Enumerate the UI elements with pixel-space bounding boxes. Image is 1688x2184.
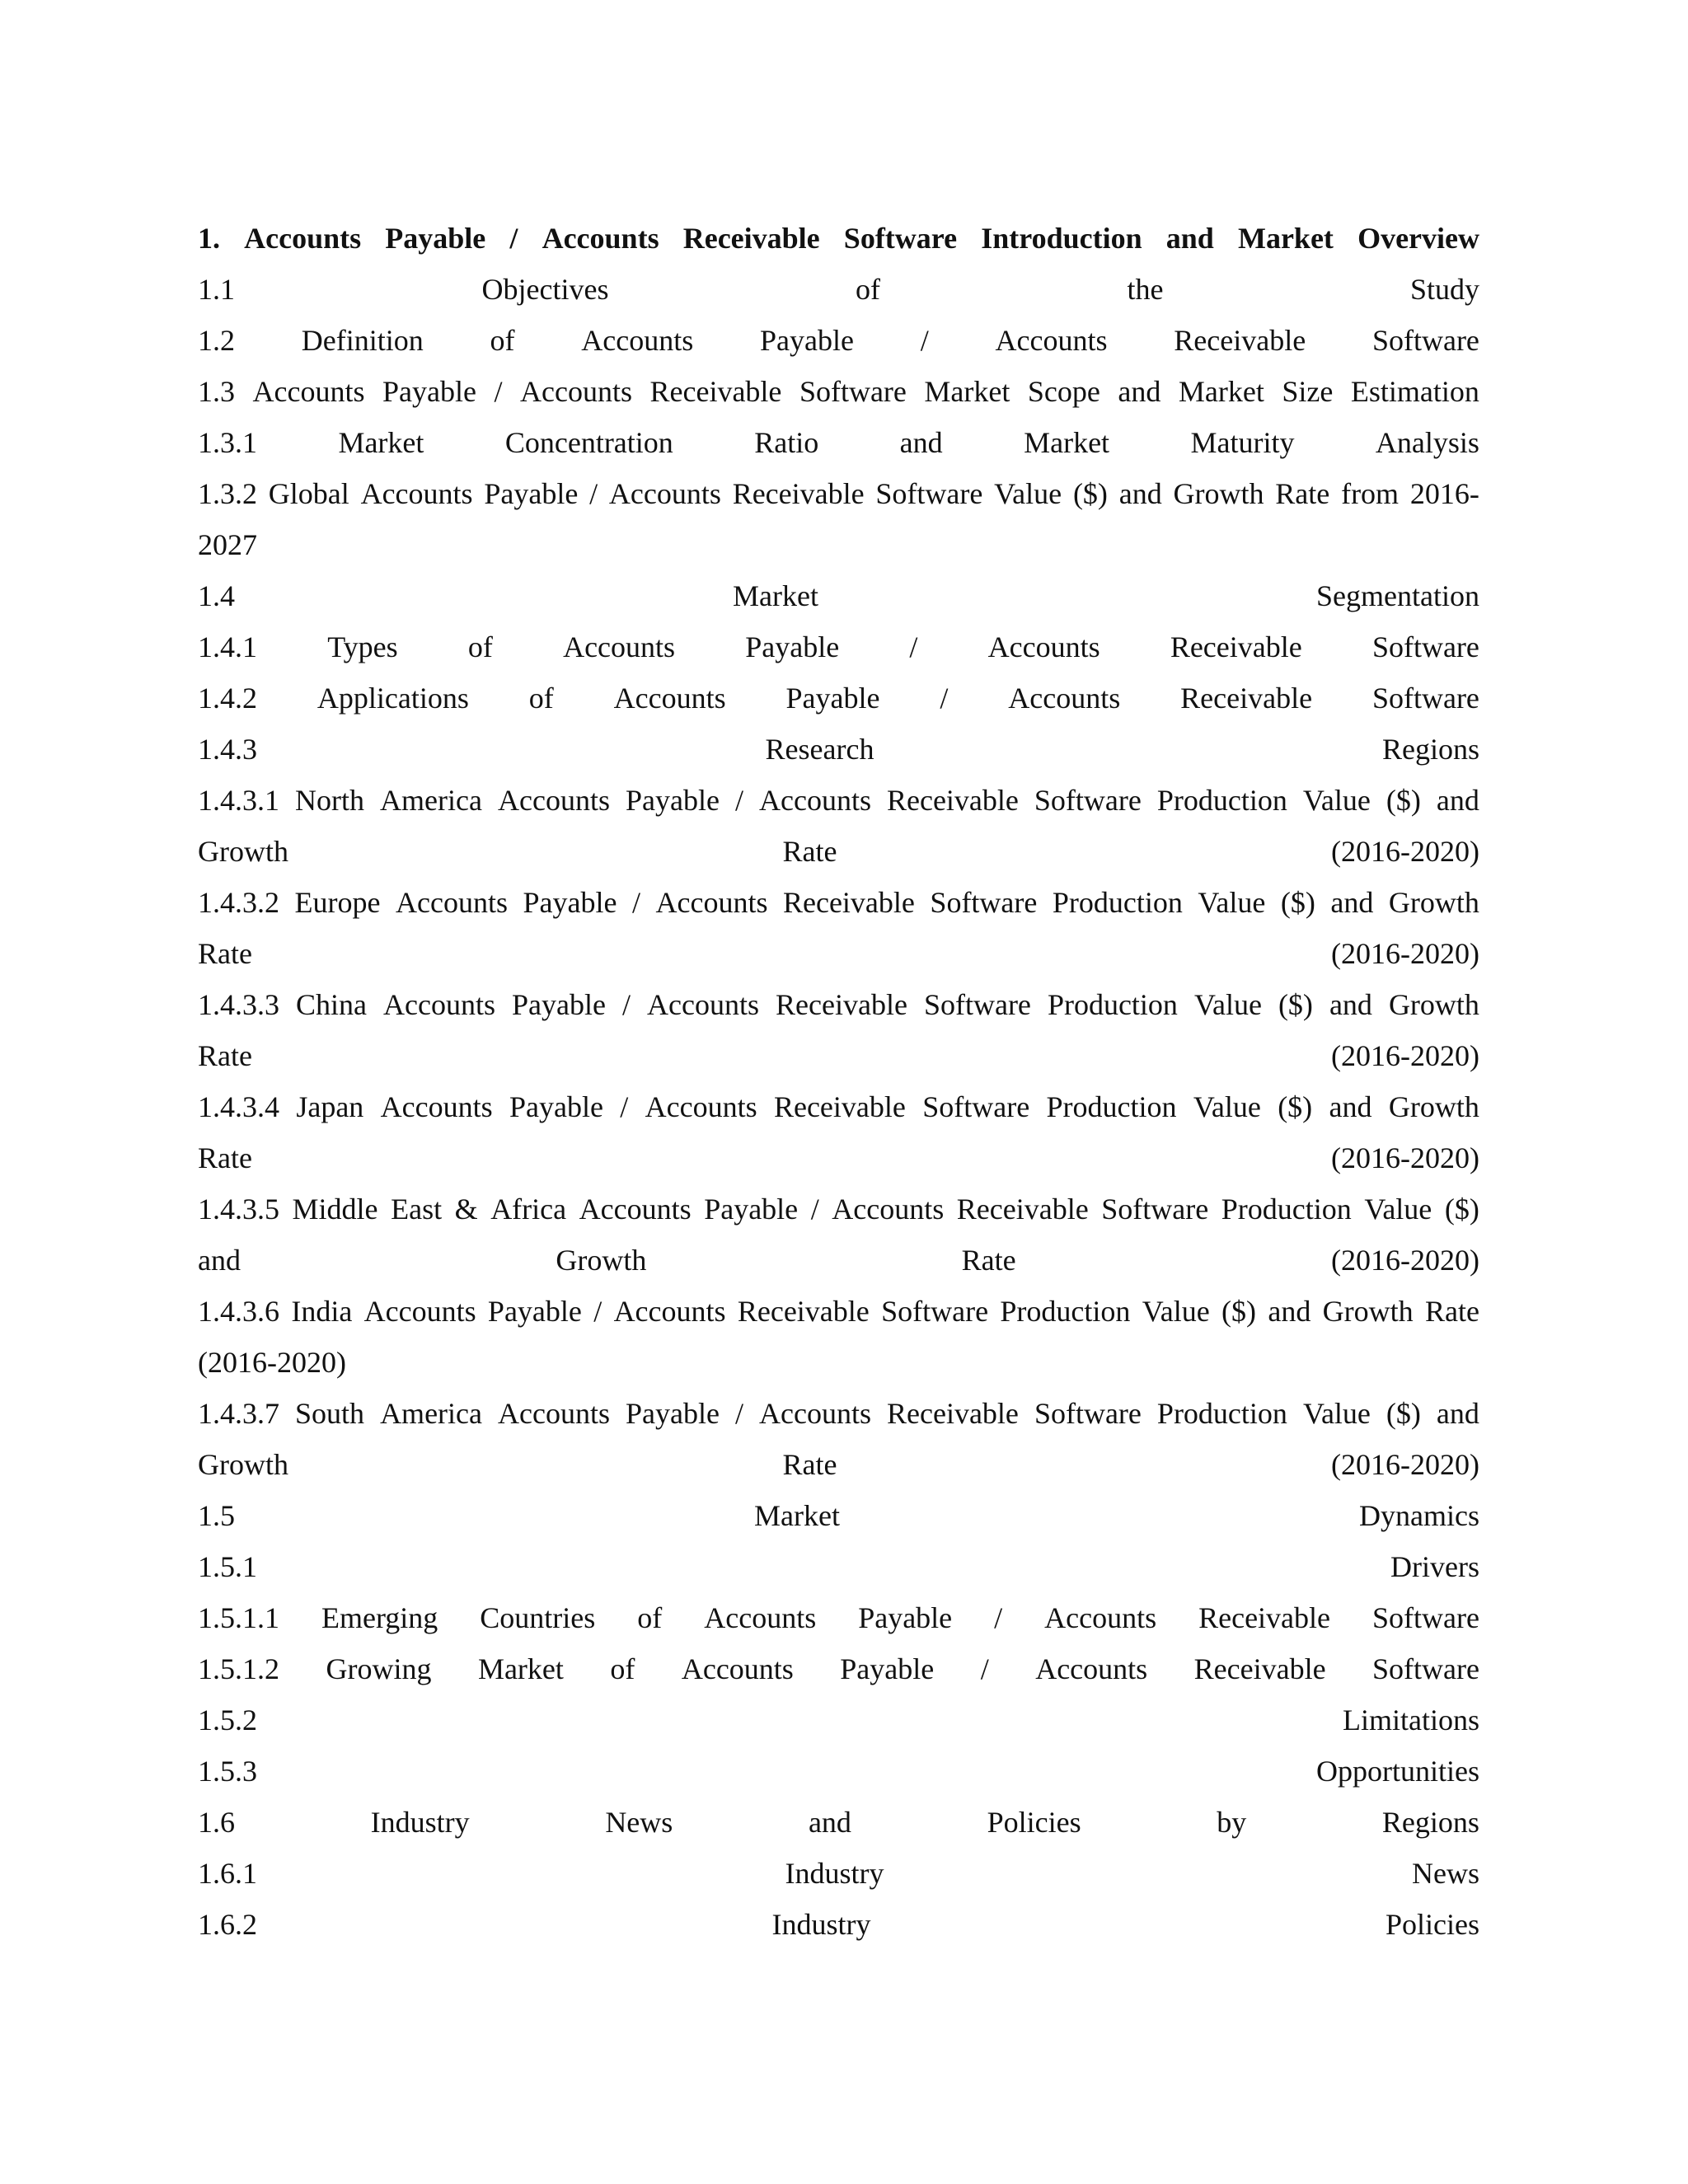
word: Accounts [1035,1652,1148,1685]
word: ($) [1386,1397,1421,1430]
toc-line [198,724,1479,775]
word: India [291,1295,353,1328]
word: Value [1193,988,1262,1021]
word: Accounts [613,682,726,715]
word: Software [1372,324,1479,357]
word: Rate [198,1141,252,1174]
word: America [380,784,482,817]
toc-line [198,315,1479,366]
word: Value [1198,886,1266,919]
word: Value [994,477,1062,510]
word: Dynamics [1359,1499,1479,1532]
word: Size [1282,375,1334,408]
word: Payable [484,477,579,510]
toc-line [198,1235,1479,1286]
word: Receivable [737,1295,870,1328]
word: Growth [1388,1090,1479,1123]
word: Regions [1381,733,1479,766]
word: Accounts [681,1652,794,1685]
word: / [620,1090,629,1123]
word: Growth [556,1244,647,1277]
toc-line [198,1081,1479,1132]
word: Japan [296,1090,364,1123]
word: ($) [1072,477,1108,510]
word: Accounts [645,1090,757,1123]
word: / [622,988,631,1021]
word: Market [1024,426,1110,459]
word: Accounts [759,1397,871,1430]
word: / [810,1193,819,1226]
word: Estimation [1350,375,1479,408]
word: Software [1372,1601,1479,1634]
toc-line [198,1899,1479,1950]
word: Receivable [682,222,820,255]
word: Production [1221,1193,1352,1226]
word: ($) [1386,784,1421,817]
word: Accounts [832,1193,945,1226]
toc-line [198,621,1479,673]
word: Accounts [1044,1601,1157,1634]
word: Receivable [1174,324,1306,357]
word: Definition [301,324,424,357]
word: ($) [1278,988,1313,1021]
word: Payable [704,1193,799,1226]
toc-line [198,1797,1479,1848]
word: Software [923,988,1031,1021]
word: / [494,375,503,408]
word: 2027 [198,528,257,561]
word: North [295,784,365,817]
word: Growing [326,1652,432,1685]
word: Accounts [542,222,659,255]
word: Market [754,1499,840,1532]
toc-line [198,1286,1479,1337]
word: Growth [198,835,288,868]
word: Value [1193,1090,1261,1123]
toc-line [198,1643,1479,1694]
word: Value [1142,1295,1210,1328]
word: 1.4.3.6 [198,1295,279,1328]
word: / [631,886,640,919]
word: Accounts [252,375,365,408]
word: the [1127,273,1164,306]
word: 1.5.1.2 [198,1652,279,1685]
word: Accounts [360,477,473,510]
word: Accounts [498,1397,610,1430]
word: Growth [1388,988,1479,1021]
word: Payable [509,1090,603,1123]
word: 1.4.3.2 [198,886,279,919]
word: Payable [512,988,606,1021]
word: Production [1046,1090,1177,1123]
word: Accounts [244,222,362,255]
word: Receivable [1198,1601,1331,1634]
toc-line [198,928,1479,979]
word: Receivable [956,1193,1089,1226]
toc-line [198,1337,1479,1388]
word: 1.5.1 [198,1550,257,1583]
word: 1.2 [198,324,235,357]
word: Receivable [732,477,865,510]
word: Types [327,630,398,663]
word: Global [268,477,349,510]
word: Objectives [481,273,609,306]
word: Study [1409,273,1479,306]
word: Overview [1357,222,1479,255]
word: Production [1156,784,1287,817]
toc-line [198,366,1479,417]
word: America [380,1397,482,1430]
word: Scope [1027,375,1100,408]
word: / [994,1601,1003,1634]
word: 1. [198,222,220,255]
word: Market [338,426,424,459]
word: / [920,324,929,357]
word: / [980,1652,989,1685]
word: Receivable [1170,630,1302,663]
word: (2016-2020) [1331,1448,1479,1481]
word: Receivable [782,886,915,919]
word: Software [881,1295,989,1328]
word: Growth [198,1448,288,1481]
toc-line [198,1848,1479,1899]
word: 1.6.2 [198,1908,257,1941]
toc-line [198,1490,1479,1541]
word: 1.3.1 [198,426,257,459]
word: by [1217,1806,1247,1839]
word: and [1329,1090,1372,1123]
word: Opportunities [1316,1755,1479,1788]
word: Payable [625,784,720,817]
word: Accounts [520,375,632,408]
word: Software [875,477,983,510]
word: 1.4.3 [198,733,257,766]
word: News [605,1806,673,1839]
word: / [909,630,918,663]
word: Accounts [758,784,871,817]
word: 1.6 [198,1806,235,1839]
word: Rate [198,1039,252,1072]
word: Industry [771,1908,871,1941]
toc-line [198,1388,1479,1439]
word: / [734,784,743,817]
toc-line [198,468,1479,519]
word: Market [1178,375,1264,408]
word: (2016-2020) [1331,835,1479,868]
word: Payable [858,1601,953,1634]
word: Accounts [563,630,676,663]
word: Value [1302,1397,1371,1430]
word: Payable [523,886,617,919]
word: 2016- [1409,477,1479,510]
word: Receivable [886,784,1019,817]
word: Segmentation [1316,579,1479,612]
word: Maturity [1190,426,1295,459]
word: Payable [487,1295,582,1328]
word: Africa [490,1193,567,1226]
word: Value [1302,784,1371,817]
word: / [589,477,598,510]
word: Software [1034,784,1142,817]
word: (2016-2020) [1331,1244,1479,1277]
word: of [637,1601,663,1634]
word: Accounts [581,324,694,357]
word: Concentration [504,426,673,459]
word: Introduction [981,222,1142,255]
word: & [454,1193,478,1226]
word: of [490,324,515,357]
word: Rate [1275,477,1330,510]
word: Rate [782,1448,837,1481]
word: ($) [1280,886,1315,919]
word: Payable [385,222,486,255]
word: South [295,1397,365,1430]
word: of [528,682,554,715]
word: Europe [294,886,381,919]
word: and [1329,988,1372,1021]
toc-line [198,979,1479,1030]
word: / [734,1397,743,1430]
section-heading [198,213,1479,264]
word: Analysis [1375,426,1479,459]
word: Accounts [995,324,1108,357]
word: ($) [1221,1295,1257,1328]
word: 1.4.3.1 [198,784,279,817]
word: Industry [370,1806,470,1839]
word: and [1268,1295,1311,1328]
word: and [1118,477,1162,510]
word: Payable [382,375,476,408]
word: Accounts [396,886,508,919]
word: and [1118,375,1161,408]
word: Accounts [380,1090,493,1123]
word: Market [477,1652,564,1685]
word: Accounts [497,784,610,817]
word: Software [930,886,1038,919]
word: and [1436,1397,1479,1430]
word: 1.3 [198,375,235,408]
word: Software [1101,1193,1209,1226]
word: and [899,426,943,459]
word: Rate [782,835,837,868]
word: Software [1372,630,1479,663]
toc-line [198,570,1479,621]
word: / [940,682,949,715]
toc-line [198,264,1479,315]
word: Rate [961,1244,1016,1277]
word: Ratio [754,426,819,459]
word: Accounts [613,1295,726,1328]
word: Receivable [1193,1652,1326,1685]
word: Software [1372,682,1479,715]
word: 1.4.3.7 [198,1397,279,1430]
word: Research [765,733,874,766]
word: and [808,1806,851,1839]
word: and [1330,886,1374,919]
word: of [610,1652,635,1685]
toc-line [198,826,1479,877]
word: East [391,1193,443,1226]
word: Rate [198,937,252,970]
toc-line [198,1592,1479,1643]
word: Applications [316,682,469,715]
word: Production [1052,886,1183,919]
word: Rate [1424,1295,1479,1328]
toc-line [198,1694,1479,1746]
word: Accounts [1008,682,1121,715]
word: Production [1047,988,1178,1021]
word: / [509,222,518,255]
toc-line [198,1541,1479,1592]
word: Emerging [321,1601,438,1634]
word: Accounts [363,1295,476,1328]
word: Market [733,579,818,612]
word: China [296,988,368,1021]
word: Receivable [887,1397,1019,1430]
word: Accounts [579,1193,692,1226]
word: (2016-2020) [1331,1039,1479,1072]
word: 1.5.2 [198,1704,257,1736]
word: Payable [785,682,880,715]
word: 1.4.1 [198,630,257,663]
word: (2016-2020) [1331,937,1479,970]
word: Value [1364,1193,1432,1226]
word: (2016-2020) [198,1346,346,1379]
toc-line [198,1183,1479,1235]
word: Software [843,222,958,255]
word: Policies [1386,1908,1479,1941]
word: Accounts [987,630,1100,663]
word: Growth [1388,886,1479,919]
word: Production [1156,1397,1287,1430]
toc-line [198,1439,1479,1490]
word: Limitations [1343,1704,1479,1736]
word: Receivable [773,1090,906,1123]
toc-line [198,1132,1479,1183]
word: Accounts [704,1601,817,1634]
word: / [593,1295,603,1328]
word: Drivers [1390,1550,1479,1583]
word: (2016-2020) [1331,1141,1479,1174]
word: 1.5.1.1 [198,1601,279,1634]
word: 1.4 [198,579,235,612]
word: Software [1372,1652,1479,1685]
word: Receivable [776,988,907,1021]
word: Accounts [655,886,768,919]
word: and [1165,222,1214,255]
word: 1.5 [198,1499,235,1532]
word: ($) [1444,1193,1479,1226]
toc-line [198,417,1479,468]
word: News [1412,1857,1479,1890]
word: 1.1 [198,273,235,306]
word: 1.3.2 [198,477,257,510]
word: 1.4.3.5 [198,1193,279,1226]
word: ($) [1278,1090,1313,1123]
word: Industry [785,1857,884,1890]
word: of [467,630,493,663]
word: Payable [745,630,840,663]
word: Growth [1322,1295,1414,1328]
word: and [198,1244,241,1277]
word: Accounts [383,988,495,1021]
word: 1.4.3.4 [198,1090,279,1123]
word: from [1341,477,1400,510]
word: and [1436,784,1479,817]
toc-line [198,673,1479,724]
word: Countries [480,1601,596,1634]
word: Receivable [649,375,782,408]
word: 1.4.2 [198,682,257,715]
word: Software [1034,1397,1142,1430]
word: Accounts [647,988,759,1021]
word: Payable [626,1397,720,1430]
word: of [855,273,880,306]
word: Market [1237,222,1334,255]
word: Growth [1173,477,1264,510]
word: Receivable [1180,682,1313,715]
word: Software [799,375,907,408]
word: Regions [1381,1806,1479,1839]
word: 1.4.3.3 [198,988,279,1021]
word: 1.5.3 [198,1755,257,1788]
toc-line [198,775,1479,826]
word: Accounts [608,477,721,510]
word: Payable [760,324,854,357]
toc-line [198,1030,1479,1081]
word: Market [924,375,1010,408]
word: Payable [840,1652,935,1685]
toc-line [198,1746,1479,1797]
word: 1.6.1 [198,1857,257,1890]
word: Middle [292,1193,378,1226]
word: Policies [987,1806,1081,1839]
toc-line [198,519,1479,570]
word: Software [922,1090,1030,1123]
word: Production [1000,1295,1131,1328]
toc-line [198,877,1479,928]
document-page [198,213,1479,1950]
